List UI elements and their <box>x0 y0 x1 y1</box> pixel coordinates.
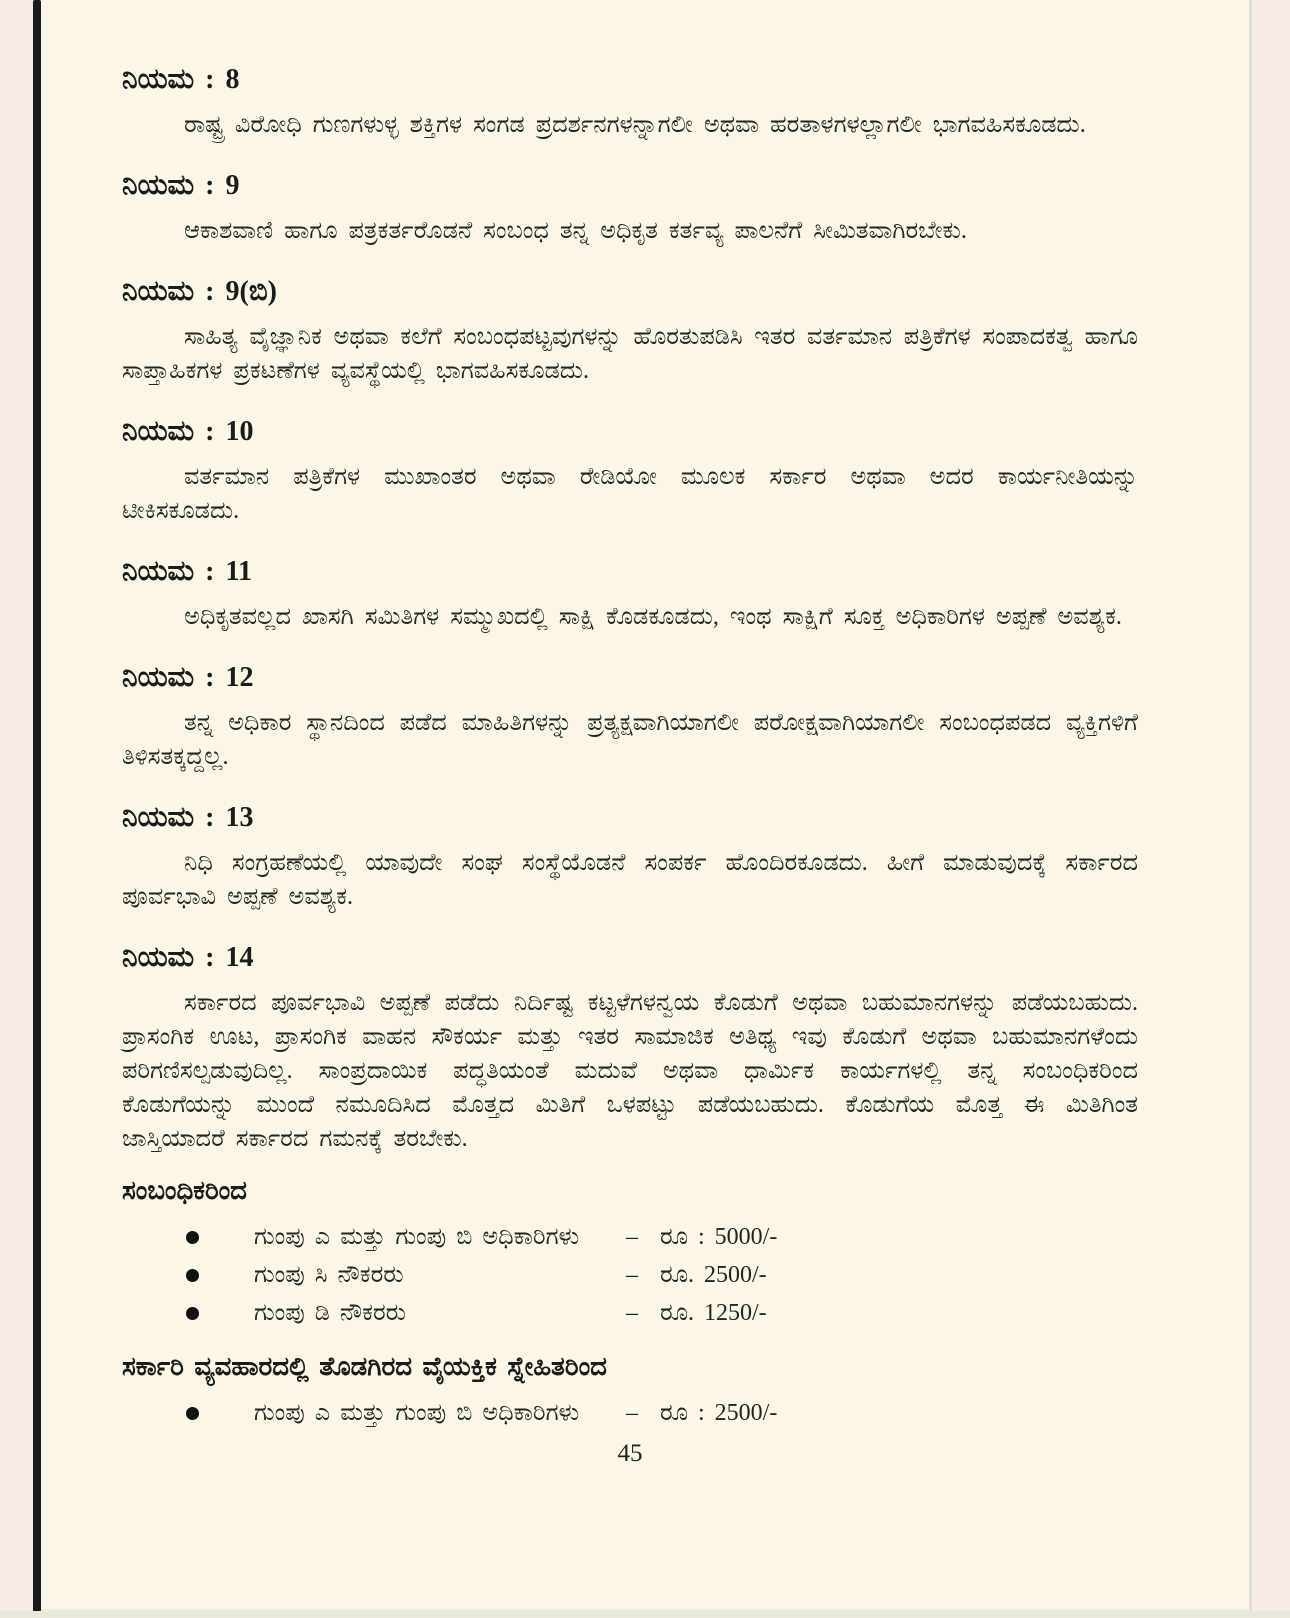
group-label: ಗುಂಪು ಎ ಮತ್ತು ಗುಂಪು ಬಿ ಅಧಿಕಾರಿಗಳು <box>254 1400 580 1426</box>
bullet-icon <box>186 1407 199 1420</box>
rule-13-paragraph: ನಿಧಿ ಸಂಗ್ರಹಣೆಯಲ್ಲಿ ಯಾವುದೇ ಸಂಘ ಸಂಸ್ಥೆಯೊಡನೆ ಸಂಪರ್ಕ ಹೊಂದಿರಕೂಡದು. ಹೀಗೆ ಮಾಡುವುದಕ್ಕೆ ಸರ್ಕಾರದ ಪೂರ್ವಭಾವಿ ಅಪ್ಪಣೆ ಅವಶ್ಯಕ. <box>122 850 1138 910</box>
list-item <box>122 1260 1138 1290</box>
rule-9b-heading: ನಿಯಮ : 9(ಬಿ) <box>122 276 277 307</box>
rule-9b-paragraph: ಸಾಹಿತ್ಯ ವೈಜ್ಞಾನಿಕ ಅಥವಾ ಕಲೆಗೆ ಸಂಬಂಧಪಟ್ಟವುಗಳನ್ನು ಹೊರತುಪಡಿಸಿ ಇತರ ವರ್ತಮಾನ ಪತ್ರಿಕೆಗಳ ಸಂಪಾದಕತ್ವ ಹಾಗೂ ಸಾಪ್ತಾಹಿಕಗಳ ಪ್ರಕಟಣೆಗಳ ವ್ಯವಸ್ಥೆಯಲ್ಲಿ ಭಾಗವಹಿಸಕೂಡದು. <box>122 324 1138 384</box>
bullet-icon <box>186 1231 199 1244</box>
rule-10-heading: ನಿಯಮ : 10 <box>122 416 254 447</box>
bullet-icon <box>186 1269 199 1282</box>
rule-8-paragraph: ರಾಷ್ಟ್ರ ವಿರೋಧಿ ಗುಣಗಳುಳ್ಳ ಶಕ್ತಿಗಳ ಸಂಗಡ ಪ್ರದರ್ಶನಗಳನ್ನಾಗಲೀ ಅಥವಾ ಹರತಾಳಗಳಲ್ಲಾಗಲೀ ಭಾಗವಹಿಸಕೂಡದು. <box>184 112 1086 138</box>
rule-10-block <box>122 412 1138 528</box>
list-item <box>122 1298 1138 1328</box>
rule-14-block <box>122 938 1138 1156</box>
group-label: ಗುಂಪು ಎ ಮತ್ತು ಗುಂಪು ಬಿ ಅಧಿಕಾರಿಗಳು <box>254 1224 580 1250</box>
rule-8-block <box>122 60 1138 142</box>
rule-14-heading: ನಿಯಮ : 14 <box>122 942 254 973</box>
rule-12-heading: ನಿಯಮ : 12 <box>122 662 254 693</box>
group-label: ಗುಂಪು ಡಿ ನೌಕರರು <box>254 1300 406 1326</box>
bullet-icon <box>186 1307 199 1320</box>
rule-11-block <box>122 552 1138 634</box>
dash-separator: – <box>626 1400 638 1426</box>
rule-9-heading: ನಿಯಮ : 9 <box>122 170 240 201</box>
rule-13-heading: ನಿಯಮ : 13 <box>122 802 254 833</box>
rule-11-paragraph: ಅಧಿಕೃತವಲ್ಲದ ಖಾಸಗಿ ಸಮಿತಿಗಳ ಸಮ್ಮುಖದಲ್ಲಿ ಸಾಕ್ಷಿ ಕೊಡಕೂಡದು, ಇಂಥ ಸಾಕ್ಷಿಗೆ ಸೂಕ್ತ ಅಧಿಕಾರಿಗಳ ಅಪ್ಪಣೆ ಅವಶ್ಯಕ. <box>184 604 1122 630</box>
page-bottom-edge <box>0 1611 1290 1618</box>
list-item <box>122 1398 1138 1428</box>
group-label: ಗುಂಪು ಸಿ ನೌಕರರು <box>254 1262 404 1288</box>
page-number: 45 <box>617 1440 643 1467</box>
dash-separator: – <box>626 1300 638 1326</box>
rule-11-heading: ನಿಯಮ : 11 <box>122 556 252 587</box>
list-item <box>122 1222 1138 1252</box>
relatives-section-heading: ಸಂಬಂಧಿಕರಿಂದ <box>122 1176 247 1205</box>
rule-12-paragraph: ತನ್ನ ಅಧಿಕಾರ ಸ್ಥಾನದಿಂದ ಪಡೆದ ಮಾಹಿತಿಗಳನ್ನು ಪ್ರತ್ಯಕ್ಷವಾಗಿಯಾಗಲೀ ಪರೋಕ್ಷವಾಗಿಯಾಗಲೀ ಸಂಬಂಧಪಡದ ವ್ಯಕ್ತಿಗಳಿಗೆ ತಿಳಿಸತಕ್ಕದ್ದಲ್ಲ. <box>122 710 1138 770</box>
dash-separator: – <box>626 1224 638 1250</box>
amount-value: ರೂ. 1250/- <box>660 1300 767 1326</box>
book-spine-edge <box>33 0 41 1612</box>
page-content <box>122 60 1138 1470</box>
amount-value: ರೂ : 5000/- <box>660 1224 778 1250</box>
friends-section-heading: ಸರ್ಕಾರಿ ವ್ಯವಹಾರದಲ್ಲಿ ತೊಡಗಿರದ ವೈಯಕ್ತಿಕ ಸ್ನೇಹಿತರಿಂದ <box>122 1352 607 1381</box>
amount-value: ರೂ. 2500/- <box>660 1262 767 1288</box>
dash-separator: – <box>626 1262 638 1288</box>
rule-8-heading: ನಿಯಮ : 8 <box>122 64 240 95</box>
friends-gift-limits-section <box>122 1348 1138 1428</box>
rule-13-block <box>122 798 1138 914</box>
amount-value: ರೂ : 2500/- <box>660 1400 778 1426</box>
rule-10-paragraph: ವರ್ತಮಾನ ಪತ್ರಿಕೆಗಳ ಮುಖಾಂತರ ಅಥವಾ ರೇಡಿಯೋ ಮೂಲಕ ಸರ್ಕಾರ ಅಥವಾ ಅದರ ಕಾರ್ಯನೀತಿಯನ್ನು ಟೀಕಿಸಕೂಡದು. <box>122 464 1138 524</box>
rule-14-paragraph: ಸರ್ಕಾರದ ಪೂರ್ವಭಾವಿ ಅಪ್ಪಣೆ ಪಡೆದು ನಿರ್ದಿಷ್ಟ ಕಟ್ಟಳೆಗಳನ್ವಯ ಕೊಡುಗೆ ಅಥವಾ ಬಹುಮಾನಗಳನ್ನು ಪಡೆಯಬಹುದು. ಪ್ರಾಸಂಗಿಕ ಊಟ, ಪ್ರಾಸಂಗಿಕ ವಾಹನ ಸೌಕರ್ಯ ಮತ್ತು ಇತರ ಸಾಮಾಜಿಕ ಅತಿಥ್ಯ ಇವು ಕೊಡುಗೆ ಅಥವಾ ಬಹುಮಾನಗಳೆಂದು ಪರಿಗಣಿಸಲ್ಪಡುವುದಿಲ್ಲ. ಸಾಂಪ್ರದಾಯಿಕ ಪದ್ಧತಿಯಂತೆ ಮದುವೆ ಅಥವಾ ಧಾರ್ಮಿಕ ಕಾರ್ಯಗಳಲ್ಲಿ ತನ್ನ ಸಂಬಂಧಿಕರಿಂದ ಕೊಡುಗೆಯನ್ನು ಮುಂದೆ ನಮೂದಿಸಿದ ಮೊತ್ತದ ಮಿತಿಗೆ ಒಳಪಟ್ಟು ಪಡೆಯಬಹುದು. ಕೊಡುಗೆಯ ಮೊತ್ತ ಈ ಮಿತಿಗಿಂತ ಜಾಸ್ತಿಯಾದರೆ ಸರ್ಕಾರದ ಗಮನಕ್ಕೆ ತರಬೇಕು. <box>122 990 1138 1152</box>
rule-9-paragraph: ಆಕಾಶವಾಣಿ ಹಾಗೂ ಪತ್ರಕರ್ತರೊಡನೆ ಸಂಬಂಧ ತನ್ನ ಅಧಿಕೃತ ಕರ್ತವ್ಯ ಪಾಲನೆಗೆ ಸೀಮಿತವಾಗಿರಬೇಕು. <box>184 218 967 244</box>
rule-12-block <box>122 658 1138 774</box>
rule-9-block <box>122 166 1138 248</box>
rule-9b-block <box>122 272 1138 388</box>
relatives-gift-limits-section <box>122 1172 1138 1328</box>
